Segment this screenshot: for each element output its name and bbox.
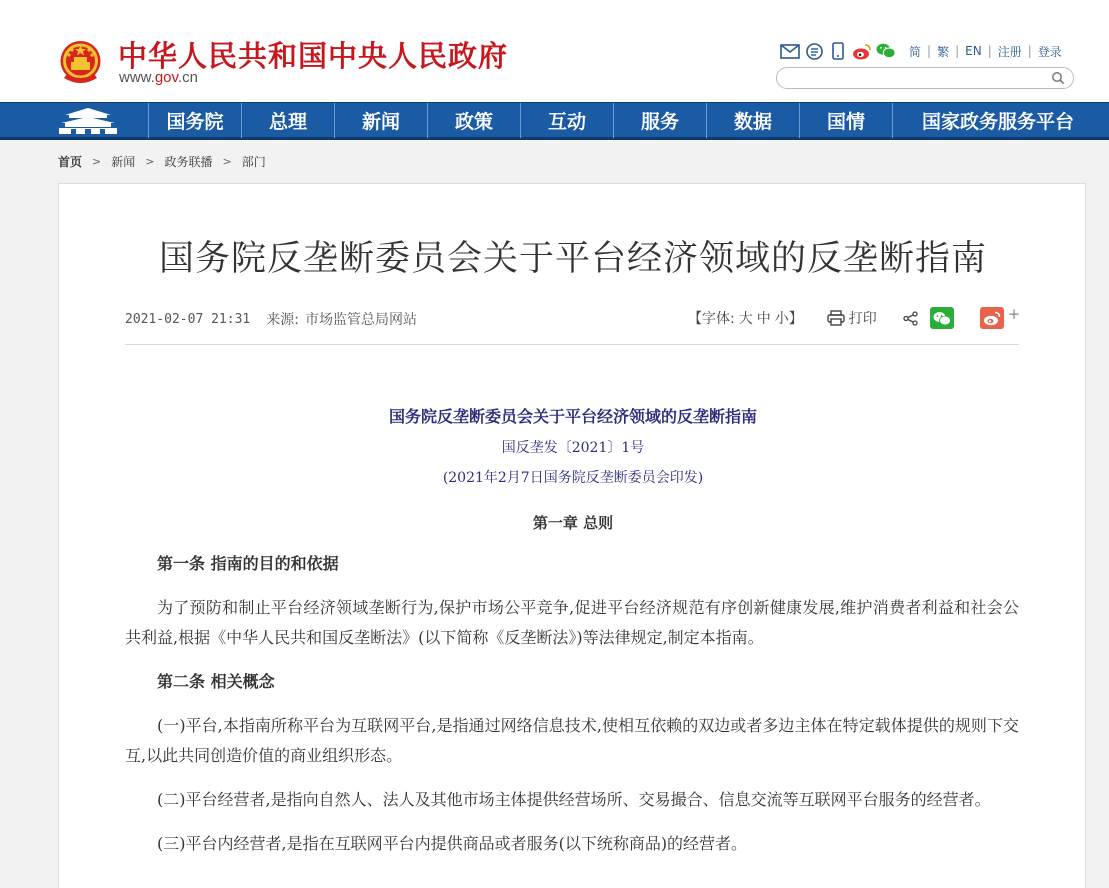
site-url [119, 69, 198, 86]
wechat-share-icon [933, 311, 951, 326]
font-size-control [686, 308, 805, 328]
document-title: 国务院反垄断委员会关于平台经济领域的反垄断指南 [388, 407, 757, 426]
nav-item-premier[interactable]: 总理 [241, 103, 334, 138]
share-wechat-button[interactable] [930, 307, 954, 329]
font-size-label: 【字体: [688, 311, 735, 327]
search-input[interactable] [787, 70, 1047, 86]
site-url-suffix: .cn [177, 69, 198, 86]
toolbar-separator: | [927, 44, 932, 58]
source-name: 市场监管总局网站 [304, 312, 417, 328]
article-body [125, 549, 1019, 873]
printer-icon [827, 310, 845, 326]
document-issue-date: (2021年2月7日国务院反垄断委员会印发) [442, 470, 704, 486]
font-medium-button[interactable]: 中 [756, 311, 771, 327]
article-paragraph: (一)平台,本指南所称平台为互联网平台,是指通过网络信息技术,使相互依赖的双边或者多边主体在特定载体提供的规则下交互,以此共同创造价值的商业组织形态。 [125, 716, 1019, 765]
search-icon[interactable] [1051, 71, 1065, 85]
nav-item-services[interactable]: 服务 [613, 103, 706, 138]
nav-item-national-info[interactable]: 国情 [799, 103, 892, 138]
article-paragraph: (二)平台经营者,是指向自然人、法人及其他市场主体提供经营场所、交易撮合、信息交流等互联网平台服务的经营者。 [157, 790, 991, 809]
nav-item-policies[interactable]: 政策 [427, 103, 520, 138]
toolbar-separator: | [987, 44, 992, 58]
print-label: 打印 [848, 311, 877, 327]
wechat-icon[interactable] [876, 42, 896, 60]
nav-item-gov-service-platform[interactable]: 国家政务服务平台 [892, 103, 1103, 138]
breadcrumb-news[interactable]: 新闻 [111, 154, 136, 169]
weibo-icon[interactable] [852, 42, 872, 60]
breadcrumb [58, 153, 266, 169]
nav-item-data[interactable]: 数据 [706, 103, 799, 138]
font-small-button[interactable]: 小】 [774, 311, 803, 327]
breadcrumb-separator: > [222, 154, 232, 168]
breadcrumb-separator: > [92, 154, 102, 168]
article-heading: 第一条 指南的目的和依据 [157, 554, 339, 573]
document-number: 国反垄发〔2021〕1号 [501, 440, 645, 456]
source-label: 来源: [266, 312, 299, 328]
share-weibo-button[interactable] [980, 307, 1004, 329]
share-icon[interactable] [903, 311, 918, 326]
login-link[interactable]: 登录 [1037, 44, 1062, 59]
nav-items [148, 103, 1103, 138]
breadcrumb-home[interactable]: 首页 [58, 154, 83, 169]
article-meta [125, 310, 417, 328]
publish-date: 2021-02-07 21:31 [125, 311, 251, 327]
site-title[interactable]: 中华人民共和国中央人民政府 [118, 39, 509, 73]
english-link[interactable]: EN [965, 44, 982, 58]
main-nav [0, 102, 1109, 140]
article-heading: 第二条 相关概念 [157, 672, 275, 691]
nav-item-news[interactable]: 新闻 [334, 103, 427, 138]
toolbar-separator: | [955, 44, 960, 58]
national-emblem-icon[interactable] [58, 40, 103, 87]
search-box [776, 67, 1074, 89]
register-link[interactable]: 注册 [997, 44, 1022, 59]
print-button[interactable] [827, 308, 877, 328]
article-tools [686, 304, 1020, 332]
breadcrumb-gov-news[interactable]: 政务联播 [164, 154, 213, 169]
article-paragraph: (三)平台内经营者,是指在互联网平台内提供商品或者服务(以下统称商品)的经营者。 [157, 834, 748, 853]
weibo-share-icon [983, 311, 1001, 326]
mobile-icon[interactable] [828, 42, 848, 60]
font-large-button[interactable]: 大 [738, 311, 753, 327]
header-toolbar [780, 41, 1065, 61]
breadcrumb-departments[interactable]: 部门 [241, 154, 266, 169]
article-panel [58, 183, 1086, 888]
site-url-domain: gov [154, 69, 178, 86]
article-paragraph: 为了预防和制止平台经济领域垄断行为,保护市场公平竞争,促进平台经济规范有序创新健康发展,维护消费者利益和社会公共利益,根据《中华人民共和国反垄断法》(以下简称《反垄断法》)等法律规定,制定本指南。 [125, 598, 1019, 647]
toolbar-separator: | [1027, 44, 1032, 58]
nav-item-interaction[interactable]: 互动 [520, 103, 613, 138]
breadcrumb-separator: > [145, 154, 155, 168]
message-icon[interactable] [804, 42, 824, 60]
nav-item-state-council[interactable]: 国务院 [148, 103, 241, 138]
chapter-heading: 第一章 总则 [532, 514, 614, 532]
site-url-prefix: www. [119, 69, 155, 86]
article-title: 国务院反垄断委员会关于平台经济领域的反垄断指南 [158, 239, 987, 279]
share-more-button[interactable]: + [1007, 305, 1021, 323]
tiananmen-logo-icon[interactable] [57, 106, 119, 136]
site-header [0, 0, 1109, 102]
meta-divider [125, 344, 1019, 345]
traditional-chinese-link[interactable]: 繁 [937, 44, 950, 59]
mail-icon[interactable] [780, 42, 800, 60]
simplified-chinese-link[interactable]: 简 [909, 44, 922, 59]
